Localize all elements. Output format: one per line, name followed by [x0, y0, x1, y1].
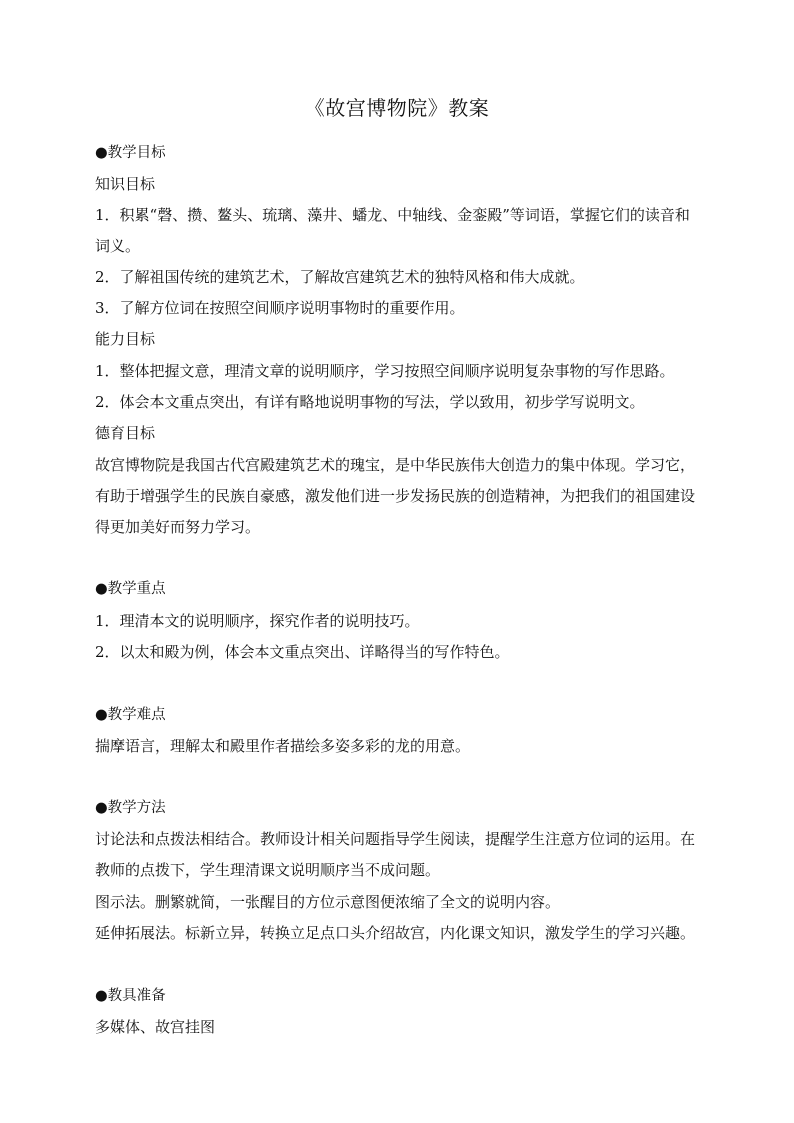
knowledge-item-3: 3．了解方位词在按照空间顺序说明事物时的重要作用。: [95, 299, 465, 317]
moral-line-2: 有助于增强学生的民族自豪感，激发他们进一步发扬民族的创造精神，为把我们的祖国建设: [95, 487, 696, 505]
key-point-1: 1．理清本文的说明顺序，探究作者的说明技巧。: [95, 612, 420, 630]
subheading-knowledge: 知识目标: [95, 175, 156, 193]
method-line-4: 延伸拓展法。标新立异，转换立足点口头介绍故宫，内化课文知识，激发学生的学习兴趣。: [95, 924, 696, 942]
subheading-ability: 能力目标: [95, 330, 156, 348]
difficulty-text: 揣摩语言，理解太和殿里作者描绘多姿多彩的龙的用意。: [95, 737, 471, 755]
moral-line-3: 得更加美好而努力学习。: [95, 518, 261, 536]
document-title: 《故宫博物院》教案: [304, 96, 490, 120]
section-heading-objectives: ●教学目标: [95, 145, 166, 161]
tools-text: 多媒体、故宫挂图: [95, 1018, 216, 1036]
ability-item-2: 2．体会本文重点突出，有详有略地说明事物的写法，学以致用，初步学写说明文。: [95, 393, 645, 411]
method-line-1: 讨论法和点拨法相结合。教师设计相关问题指导学生阅读，提醒学生注意方位词的运用。在: [95, 830, 696, 848]
section-heading-difficulties: ●教学难点: [95, 707, 166, 723]
moral-line-1: 故宫博物院是我国古代宫殿建筑艺术的瑰宝，是中华民族伟大创造力的集中体现。学习它，: [95, 456, 696, 474]
section-heading-tools: ●教具准备: [95, 988, 166, 1004]
knowledge-item-2: 2．了解祖国传统的建筑艺术，了解故宫建筑艺术的独特风格和伟大成就。: [95, 268, 585, 286]
knowledge-item-1: 1．积累“磬、攒、鳌头、琉璃、藻井、蟠龙、中轴线、金銮殿”等词语，掌握它们的读音和: [95, 206, 690, 224]
ability-item-1: 1．整体把握文意，理清文章的说明顺序，学习按照空间顺序说明复杂事物的写作思路。: [95, 362, 675, 380]
key-point-2: 2．以太和殿为例，体会本文重点突出、详略得当的写作特色。: [95, 643, 510, 661]
subheading-moral: 德育目标: [95, 424, 156, 442]
method-line-2: 教师的点拨下，学生理清课文说明顺序当不成问题。: [95, 861, 441, 879]
section-heading-key-points: ●教学重点: [95, 581, 166, 597]
knowledge-item-1-cont: 词义。: [95, 237, 141, 255]
section-heading-methods: ●教学方法: [95, 800, 166, 816]
method-line-3: 图示法。删繁就简，一张醒目的方位示意图便浓缩了全文的说明内容。: [95, 893, 561, 911]
